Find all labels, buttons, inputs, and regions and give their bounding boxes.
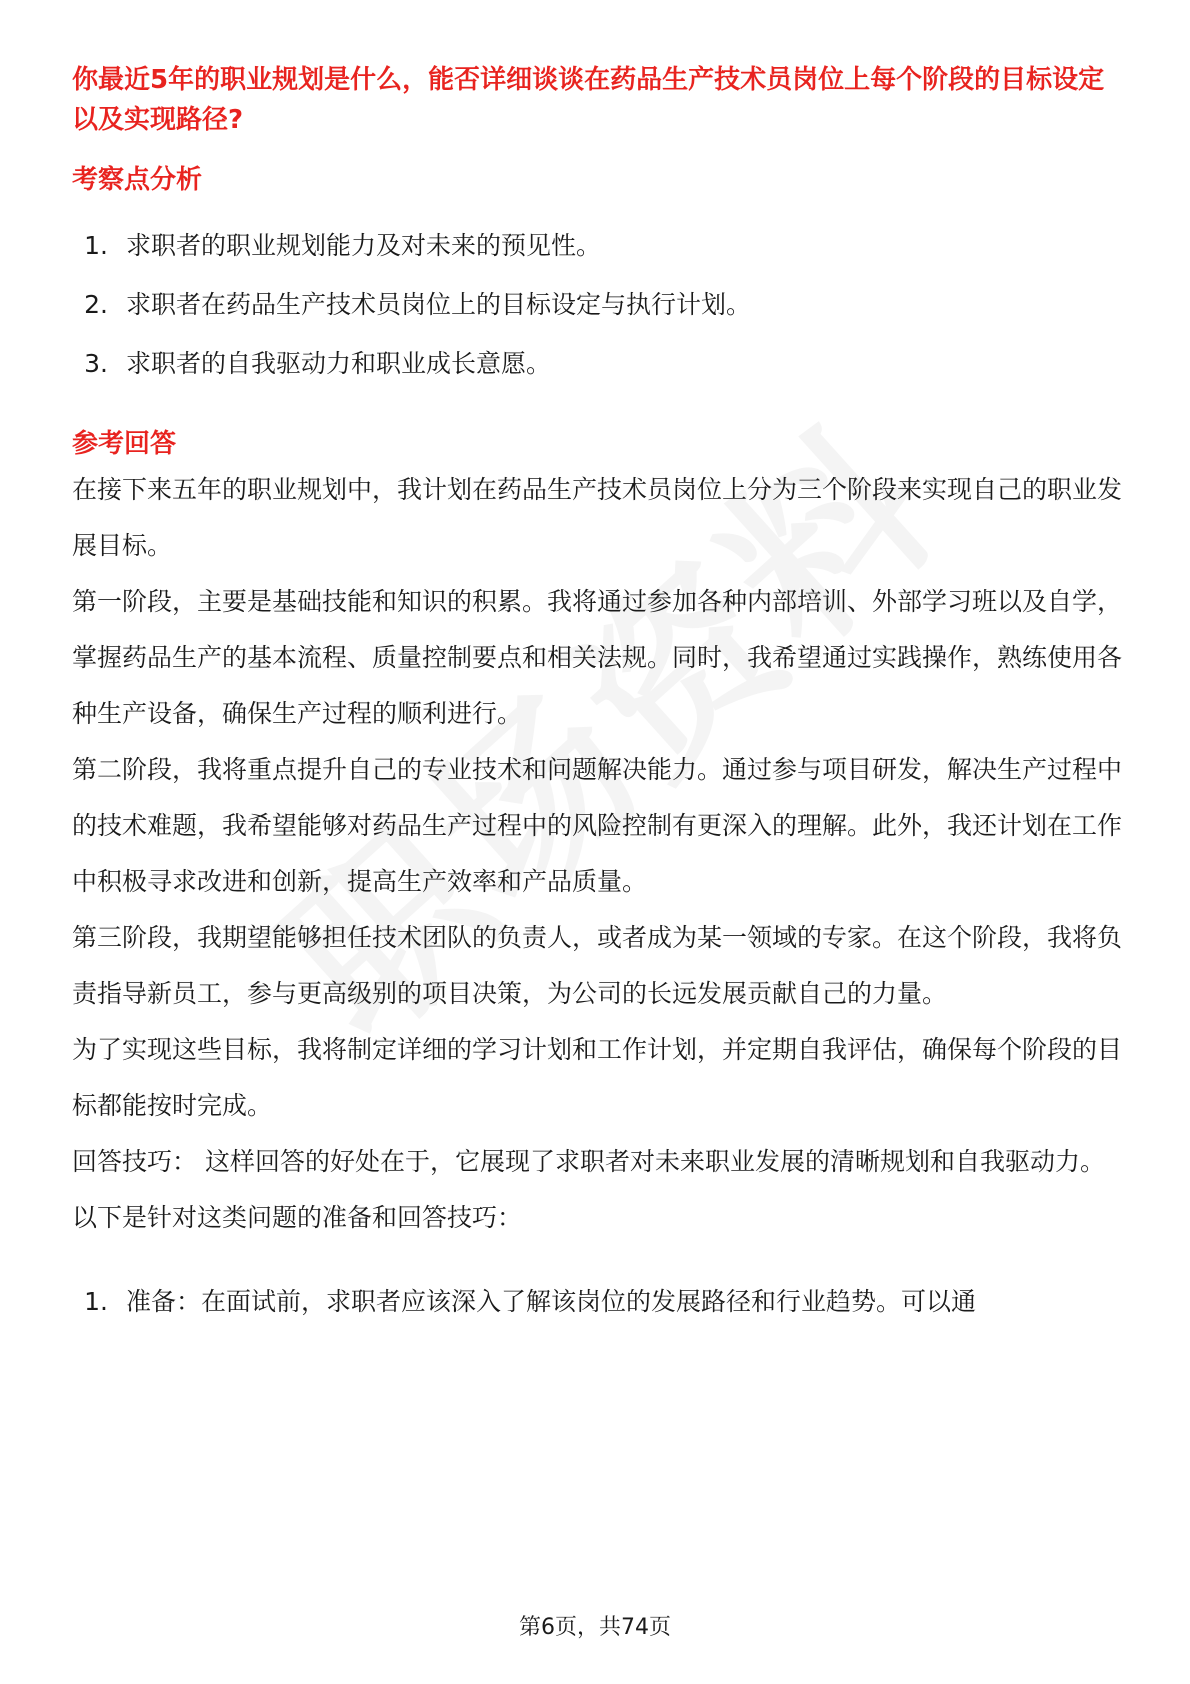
question-heading: 你最近5年的职业规划是什么，能否详细谈谈在药品生产技术员岗位上每个阶段的目标设定以及实现路径? — [72, 65, 1105, 135]
page-footer: 第6页，共74页 — [519, 1615, 671, 1640]
list-item — [72, 285, 1122, 325]
list-item — [72, 1282, 1122, 1322]
list-item — [72, 344, 1122, 384]
answer-paragraph-intro: 在接下来五年的职业规划中，我计划在药品生产技术员岗位上分为三个阶段来实现自己的职业发展目标。 — [72, 475, 1123, 560]
page-content — [72, 60, 1122, 1322]
answer-paragraph-stage-2: 第二阶段，我将重点提升自己的专业技术和问题解决能力。通过参与项目研发，解决生产过程中的技术难题，我希望能够对药品生产过程中的风险控制有更深入的理解。此外，我还计划在工作中积极寻求改进和创新，提高生产效率和产品质量。 — [72, 755, 1123, 896]
list-text: 求职者的自我驱动力和职业成长意愿。 — [126, 349, 552, 378]
answer-paragraph-stage-3: 第三阶段，我期望能够担任技术团队的负责人，或者成为某一领域的专家。在这个阶段，我将负责指导新员工，参与更高级别的项目决策，为公司的长远发展贡献自己的力量。 — [72, 923, 1123, 1008]
list-item — [72, 226, 1122, 266]
answer-tips-list — [72, 1282, 1122, 1322]
list-number: 2. — [84, 290, 108, 319]
analysis-title: 考察点分析 — [72, 165, 203, 195]
answer-paragraph-stage-1: 第一阶段，主要是基础技能和知识的积累。我将通过参加各种内部培训、外部学习班以及自学，掌握药品生产的基本流程、质量控制要点和相关法规。同时，我希望通过实践操作，熟练使用各种生产设备，确保生产过程的顺利进行。 — [72, 587, 1123, 728]
list-text: 准备：在面试前，求职者应该深入了解该岗位的发展路径和行业趋势。可以通 — [126, 1287, 977, 1316]
list-text: 求职者在药品生产技术员岗位上的目标设定与执行计划。 — [126, 290, 752, 319]
list-number: 3. — [84, 349, 108, 378]
list-number: 1. — [84, 1287, 108, 1316]
list-text: 求职者的职业规划能力及对未来的预见性。 — [126, 231, 602, 260]
answer-paragraph-summary: 为了实现这些目标，我将制定详细的学习计划和工作计划，并定期自我评估，确保每个阶段的目标都能按时完成。 — [72, 1035, 1123, 1120]
answer-title: 参考回答 — [72, 429, 177, 459]
analysis-points — [72, 226, 1122, 384]
answer-tips-intro: 回答技巧： 这样回答的好处在于，它展现了求职者对未来职业发展的清晰规划和自我驱动力。以下是针对这类问题的准备和回答技巧： — [72, 1147, 1105, 1232]
list-number: 1. — [84, 231, 108, 260]
